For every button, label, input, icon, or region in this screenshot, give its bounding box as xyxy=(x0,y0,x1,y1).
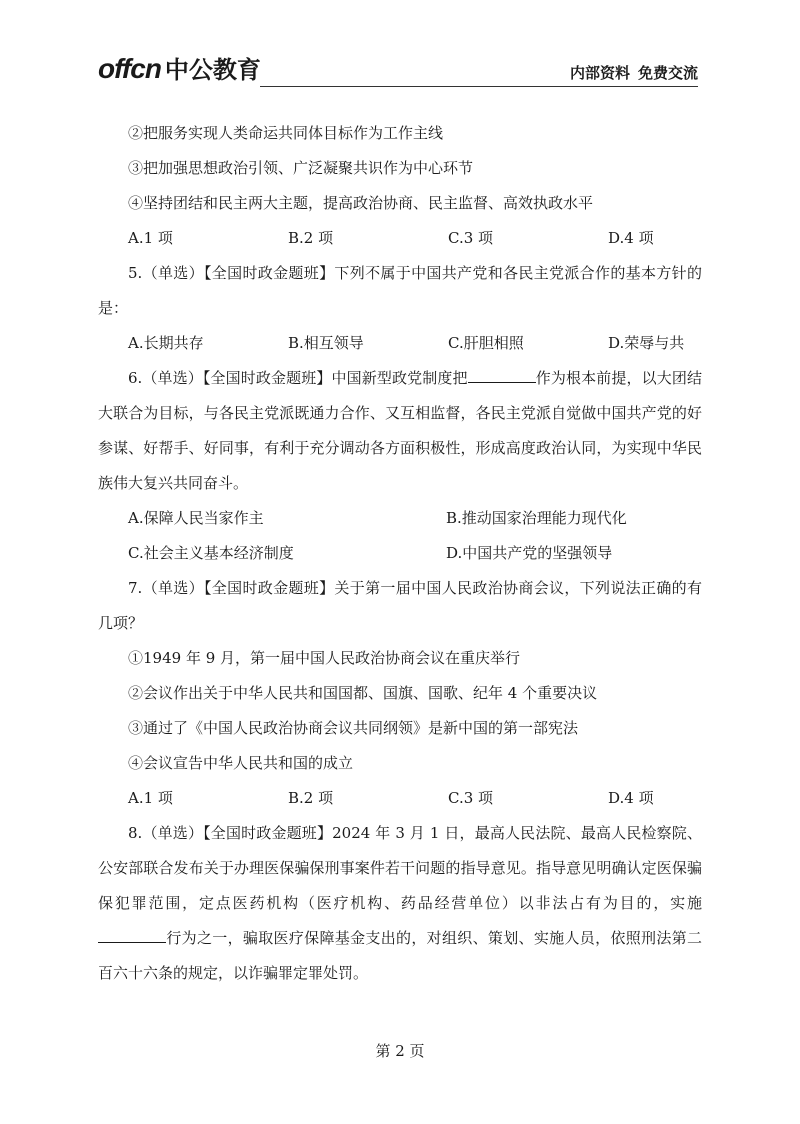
header-divider xyxy=(260,86,698,87)
q7-item-1: ①1949 年 9 月，第一届中国人民政治协商会议在重庆举行 xyxy=(128,649,521,667)
q6-option-c: C.社会主义基本经济制度 xyxy=(128,544,294,562)
page-number: 第 2 页 xyxy=(375,1042,425,1060)
q7-option-d: D.4 项 xyxy=(608,789,654,807)
q4-option-b: B.2 项 xyxy=(288,229,334,247)
q5-options xyxy=(98,326,702,361)
q8-stem-start: 8.（单选）【全国时政金题班】2024 年 3 月 1 日，最高人民法院、最高人民检察院、公安部联合发布关于办理医保骗保刑事案件若干问题的指导意见。指导意见明确认定医保骗保犯罪范围，定点医药机构（医疗机构、药品经营单位）以非法占有为目的，实施 xyxy=(98,824,702,912)
header-note-free: 免费交流 xyxy=(637,64,698,82)
q4-option-a: A.1 项 xyxy=(128,229,173,247)
q6-stem xyxy=(98,361,702,501)
q7-option-b: B.2 项 xyxy=(288,789,334,807)
q6-stem-rest: 作为根本前提，以大团结大联合为目标，与各民主党派既通力合作、又互相监督，各民主党派自觉做中国共产党的好参谋、好帮手、好同事，有利于充分调动各方面积极性，形成高度政治认同，为实现中华民族伟大复兴共同奋斗。 xyxy=(98,369,702,492)
q4-item-3: ③把加强思想政治引领、广泛凝聚共识作为中心环节 xyxy=(128,159,474,177)
q6-option-b: B.推动国家治理能力现代化 xyxy=(446,509,627,527)
q4-option-c: C.3 项 xyxy=(448,229,494,247)
q7-item-4: ④会议宣告中华人民共和国的成立 xyxy=(128,754,354,772)
q5-stem: 5.（单选）【全国时政金题班】下列不属于中国共产党和各民主党派合作的基本方针的是： xyxy=(98,264,702,317)
q7-options xyxy=(98,781,702,816)
q6-options-row-2 xyxy=(98,536,702,571)
q8-stem-rest: 行为之一，骗取医疗保障基金支出的，对组织、策划、实施人员，依照刑法第二百六十六条的规定，以诈骗罪定罪处罚。 xyxy=(98,929,702,982)
q7-option-a: A.1 项 xyxy=(128,789,173,807)
q6-option-d: D.中国共产党的坚强领导 xyxy=(446,544,613,562)
q4-item-2: ②把服务实现人类命运共同体目标作为工作主线 xyxy=(128,124,444,142)
q5-option-d: D.荣辱与共 xyxy=(608,334,685,352)
header-note xyxy=(570,62,698,83)
header-note-internal: 内部资料 xyxy=(569,64,630,82)
q6-blank xyxy=(468,368,536,383)
offcn-logo xyxy=(98,54,261,85)
q7-stem: 7.（单选）【全国时政金题班】关于第一届中国人民政治协商会议，下列说法正确的有几项？ xyxy=(98,579,702,632)
logo-cjk-text: 中公教育 xyxy=(164,56,261,84)
page-header xyxy=(98,54,698,88)
q7-item-3: ③通过了《中国人民政治协商会议共同纲领》是新中国的第一部宪法 xyxy=(128,719,579,737)
q5-option-a: A.长期共存 xyxy=(128,334,204,352)
q6-stem-start: 6.（单选）【全国时政金题班】中国新型政党制度把 xyxy=(128,369,468,387)
q4-options xyxy=(98,221,702,256)
q4-item-4: ④坚持团结和民主两大主题，提高政治协商、民主监督、高效执政水平 xyxy=(128,194,594,212)
q6-options-row-1 xyxy=(98,501,702,536)
q6-option-a: A.保障人民当家作主 xyxy=(128,509,264,527)
q4-option-d: D.4 项 xyxy=(608,229,654,247)
q8-stem xyxy=(98,816,702,991)
document-body xyxy=(98,116,702,991)
q7-option-c: C.3 项 xyxy=(448,789,494,807)
logo-latin-text: offcn xyxy=(98,53,161,84)
q7-item-2: ②会议作出关于中华人民共和国国都、国旗、国歌、纪年 4 个重要决议 xyxy=(128,684,598,702)
q8-blank xyxy=(98,928,166,943)
q5-option-b: B.相互领导 xyxy=(288,334,364,352)
q5-option-c: C.肝胆相照 xyxy=(448,334,524,352)
